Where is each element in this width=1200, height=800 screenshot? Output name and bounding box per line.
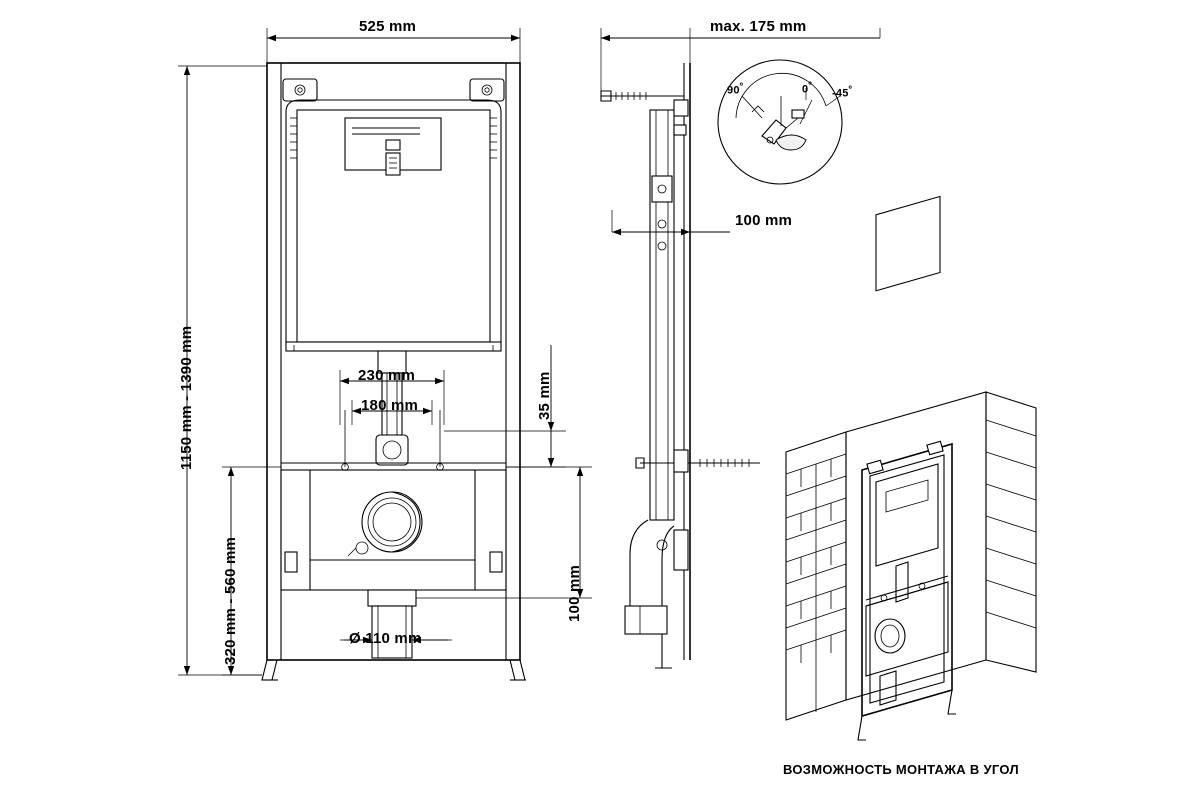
- dim-label-width-top: 525 mm: [359, 18, 417, 35]
- angle-value-90: 90: [727, 84, 740, 97]
- angle-label-0: [802, 80, 812, 96]
- angle-detail-circle: [718, 60, 842, 184]
- degree-symbol-90: º: [739, 81, 744, 91]
- dim-label-180: 180 mm: [361, 397, 419, 414]
- degree-symbol-0: º: [808, 80, 812, 90]
- angle-label-45: $-45^º$: [832, 84, 853, 100]
- corner-installation-view: [786, 196, 1036, 740]
- dim-label-height-low-range: 320 mm - 560 mm: [222, 536, 239, 665]
- side-view-frame: [601, 63, 760, 668]
- dim-label-depth-100: 100 mm: [735, 212, 793, 229]
- dim-label-height-range: 1150 mm - 1390 mm: [178, 325, 195, 470]
- dim-label-230: 230 mm: [358, 367, 416, 384]
- footer-note: ВОЗМОЖНОСТЬ МОНТАЖА В УГОЛ: [783, 762, 1019, 777]
- angle-value-0: 0: [802, 83, 809, 96]
- dim-label-outlet-diameter: Ø 110 mm: [349, 630, 422, 647]
- angle-label-90: [727, 81, 743, 97]
- dim-label-35: 35 mm: [536, 371, 553, 420]
- degree-symbol-45: º: [848, 84, 853, 94]
- angle-value-45: 45: [835, 87, 849, 100]
- dim-label-height-100: 100 mm: [566, 564, 583, 622]
- dim-label-depth-max: max. 175 mm: [710, 18, 807, 35]
